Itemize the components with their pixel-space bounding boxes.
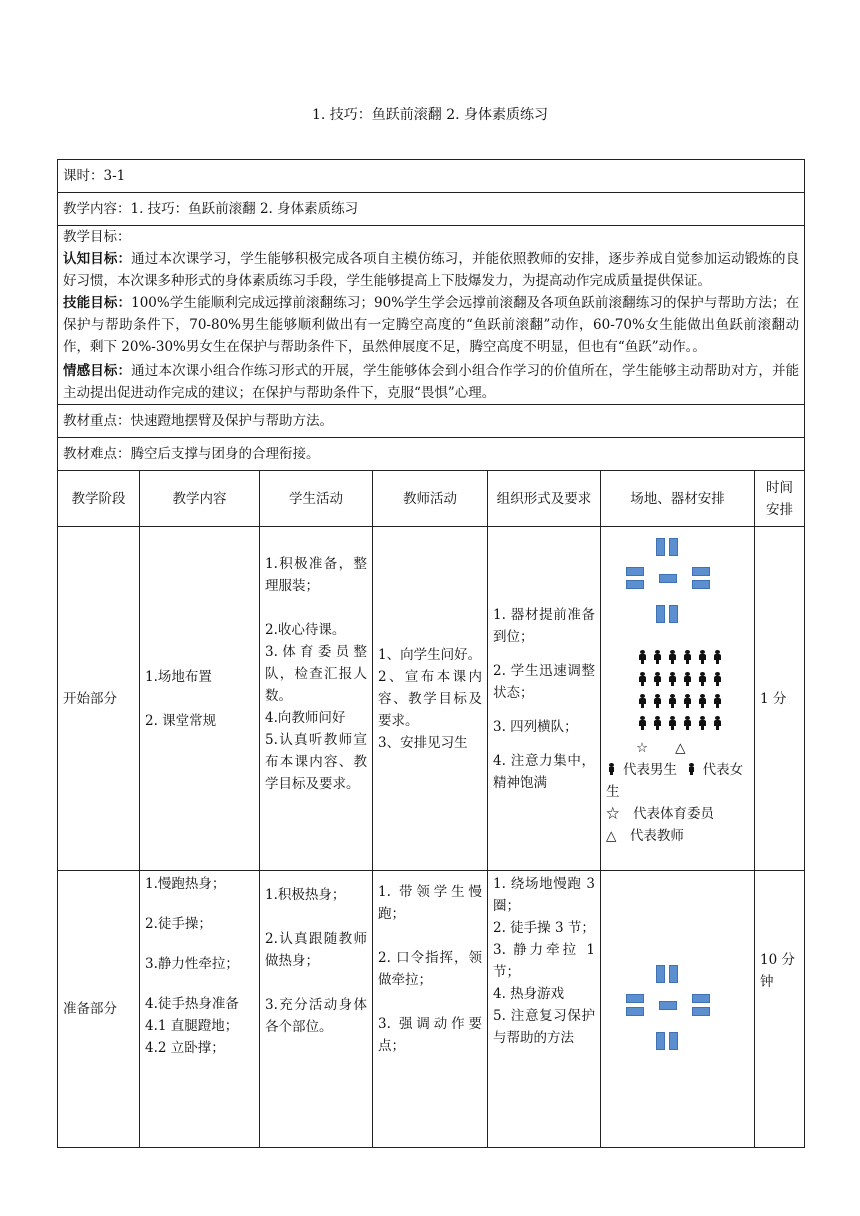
lesson-hours: 课时：3-1 [58,160,805,193]
teaching-content-row [58,193,805,226]
legend-teacher: △ 代表教师 [606,828,684,844]
person-icon [713,672,722,686]
mat-block [669,605,678,623]
person-icon [698,650,707,664]
person-icon [668,716,677,730]
objectives-row [58,226,805,405]
start-teacher-item: 1、向学生问好。 [378,646,482,663]
person-icon [653,672,662,686]
mat-block [669,1032,678,1050]
mat-block [626,580,644,589]
prep-org-item: 5. 注意复习保护与帮助的方法 [493,1008,595,1046]
start-student [260,527,373,871]
mat-block [626,994,644,1003]
cognitive-text: 通过本次课学习，学生能够积极完成各项自主模仿练习，并能依照教师的安排，逐步养成自觉参加运动锻炼的良好习惯，本次课多种形式的身体素质练习手段，学生能够提高上下肢爆发力，为提高动作完成质量提供保证。 [63,251,800,289]
start-org-item: 2. 学生迅速调整状态； [493,662,595,701]
prep-student [260,871,373,1148]
header-row [58,471,805,527]
mat-block [656,538,665,556]
prep-content-item: 4.2 立卧撑； [145,1040,225,1056]
star-triangle-markers: ☆ △ [636,740,686,756]
skill-text: 100%学生能顺利完成远撑前滚翻练习；90%学生学会远撑前滚翻及各项鱼跃前滚翻练习的保护与帮助方法；在保护与帮助条件下，70-80%男生能够顺利做出有一定腾空高度的“鱼跃前滚翻”动作，60-70%女生能做出鱼跃前滚翻动作，剩下 20%-30%男女生在保护与帮助条件下，虽然伸展度不足，腾空高度不明显，但也有“鱼跃”动作。。 [63,295,800,355]
prep-content-item: 4.徒手热身准备 [145,996,239,1012]
prep-content-item: 1.慢跑热身； [145,876,226,892]
start-org [488,527,601,871]
mat-block [656,605,665,623]
male-icon [608,763,615,775]
start-student-item: 4.向教师问好 [265,710,346,726]
person-icon [713,650,722,664]
prep-time: 10 分钟 [755,871,805,1148]
mat-block [659,574,677,583]
person-icon [653,650,662,664]
objectives-heading: 教学目标： [63,229,131,245]
start-student-item: 3.体育委员整队，检查汇报人数。 [265,644,367,704]
start-time: 1 分 [755,527,805,871]
person-icon [653,694,662,708]
person-icon [653,716,662,730]
prep-teacher-item: 2. 口令指挥，领做牵拉； [378,950,482,988]
header-time: 时间安排 [755,471,805,527]
start-teacher [373,527,488,871]
formation-row [638,693,749,715]
prep-teacher-item: 3. 强调动作要点； [378,1016,482,1054]
person-icon [638,716,647,730]
mat-block [669,965,678,983]
lesson-plan-table [57,159,805,1148]
start-teacher-item: 2、宣布本课内容、教学目标及要求。 [378,668,482,729]
prep-content-item: 4.1 直腿蹬地； [145,1018,239,1034]
mat-block [626,1007,644,1016]
legend-monitor: ☆ 代表体育委员 [606,806,714,822]
person-icon [638,650,647,664]
mat-block [692,994,710,1003]
key-point: 教材重点：快速蹬地摆臂及保护与帮助方法。 [58,405,805,438]
person-icon [713,694,722,708]
start-org-item: 3. 四列横队； [493,718,578,735]
section-prep-row [58,871,805,1148]
prep-student-item: 3.充分活动身体各个部位。 [265,997,367,1035]
mat-block [669,538,678,556]
person-icon [668,672,677,686]
person-icon [698,694,707,708]
start-content [140,527,260,871]
legend-gender [606,759,749,803]
emotion-text: 通过本次课小组合作练习形式的开展，学生能够体会到小组合作学习的价值所在，学生能够主动帮助对方，并能主动提出促进动作完成的建议；在保护与帮助条件下，克服“畏惧”心理。 [63,363,800,401]
prep-content [140,871,260,1148]
formation-row [638,649,749,671]
stage-start: 开始部分 [58,527,140,871]
start-content-item: 1.场地布置 [145,668,212,685]
header-venue: 场地、器材安排 [601,471,755,527]
prep-org [488,871,601,1148]
legend-male-label: 代表男生 [623,762,677,778]
lesson-hours-row [58,160,805,193]
person-icon [698,672,707,686]
mat-block [626,567,644,576]
prep-teacher [373,871,488,1148]
formation-row [638,715,749,737]
stage-prep: 准备部分 [58,871,140,1148]
mat-block [692,580,710,589]
prep-student-item: 1.积极热身； [265,887,346,903]
prep-venue [601,871,755,1148]
start-student-item: 2.收心待课。 [265,622,346,638]
teaching-content: 教学内容：1. 技巧：鱼跃前滚翻 2. 身体素质练习 [58,193,805,226]
mat-block [656,965,665,983]
header-org: 组织形式及要求 [488,471,601,527]
header-content: 教学内容 [140,471,260,527]
difficulty-row [58,438,805,471]
mat-block [692,1007,710,1016]
header-teacher: 教师活动 [373,471,488,527]
person-icon [683,694,692,708]
prep-student-item: 2.认真跟随教师做热身； [265,931,367,969]
prep-content-item: 3.静力性牵拉； [145,956,239,972]
legend-female-label: 代表女生 [606,762,744,800]
emotion-label: 情感目标： [63,363,132,379]
skill-label: 技能目标： [63,295,132,311]
emotion-objective [63,360,799,404]
person-icon [638,694,647,708]
apparatus-layout-diagram [606,964,749,1054]
person-icon [683,716,692,730]
person-icon [683,650,692,664]
formation-row [638,671,749,693]
start-teacher-item: 3、安排见习生 [378,734,468,751]
apparatus-layout-diagram [606,537,749,627]
cognitive-objective [63,248,799,292]
mat-block [692,567,710,576]
header-student: 学生活动 [260,471,373,527]
person-icon [698,716,707,730]
objectives-cell [58,226,805,405]
mat-block [659,1001,677,1010]
header-stage: 教学阶段 [58,471,140,527]
mat-block [656,1032,665,1050]
prep-teacher-item: 1. 带领学生慢跑； [378,884,482,922]
start-content-item: 2. 课堂常规 [145,712,217,729]
person-icon [668,694,677,708]
prep-content-item: 2.徒手操； [145,916,212,932]
prep-org-item: 4. 热身游戏 [493,986,565,1002]
start-org-item: 4. 注意力集中，精神饱满 [493,752,595,791]
prep-org-item: 2. 徒手操 3 节； [493,920,595,936]
key-point-row [58,405,805,438]
cognitive-label: 认知目标： [63,251,132,267]
formation-diagram [606,649,749,737]
document-title: 1. 技巧：鱼跃前滚翻 2. 身体素质练习 [311,107,549,123]
person-icon [638,672,647,686]
start-student-item: 1.积极准备，整理服装； [265,556,367,594]
start-org-item: 1. 器材提前准备到位； [493,606,595,645]
person-icon [713,716,722,730]
person-icon [683,672,692,686]
female-icon [688,763,695,775]
prep-org-item: 3. 静力牵拉 1 节； [493,942,595,980]
difficulty: 教材难点：腾空后支撑与团身的合理衔接。 [58,438,805,471]
start-venue [601,527,755,871]
prep-org-item: 1. 绕场地慢跑 3 圈； [493,876,595,914]
start-student-item: 5.认真听教师宣布本课内容、教学目标及要求。 [265,732,367,792]
skill-objective [63,292,799,358]
section-start-row [58,527,805,871]
person-icon [668,650,677,664]
